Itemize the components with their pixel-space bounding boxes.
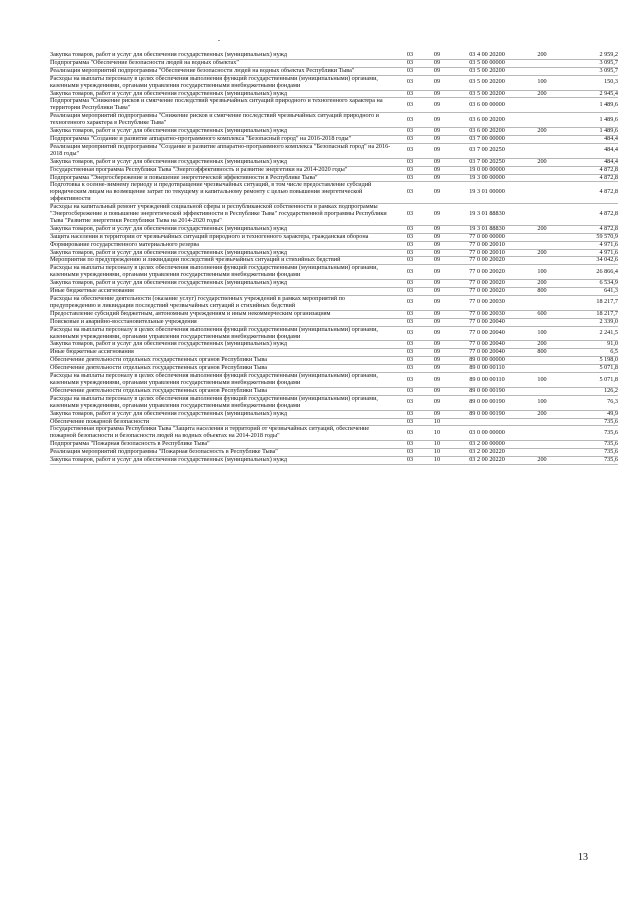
row-target-article-code: 77 0 00 20010 (450, 241, 524, 249)
table-row (50, 410, 618, 418)
scan-speck (218, 40, 220, 41)
row-name: Подпрограмма "Энергосбережение и повышение энергетической эффективности в Республике Тыва" (50, 174, 396, 182)
row-name: Закупка товаров, работ и услуг для обеспечения государственных (муниципальных) нужд (50, 280, 396, 288)
row-amount: 18 217,7 (560, 310, 618, 318)
row-amount: 3 095,7 (560, 59, 618, 67)
row-expense-type-code: 200 (524, 249, 560, 257)
table-row (50, 341, 618, 349)
row-section-code: 03 (396, 90, 424, 98)
row-amount: 735,6 (560, 449, 618, 457)
row-amount: 5 198,0 (560, 357, 618, 365)
row-name: Реализация мероприятий подпрограммы "Обеспечение безопасности людей на водных объектах Республики Тыва" (50, 67, 396, 75)
row-subsection-code: 09 (424, 158, 450, 166)
row-subsection-code: 09 (424, 249, 450, 257)
row-subsection-code: 09 (424, 135, 450, 143)
row-section-code: 03 (396, 158, 424, 166)
row-expense-type-code: 200 (524, 280, 560, 288)
row-section-code: 03 (396, 135, 424, 143)
row-section-code: 03 (396, 143, 424, 158)
row-amount: 735,6 (560, 457, 618, 465)
row-expense-type-code (524, 365, 560, 373)
table-row (50, 265, 618, 280)
row-section-code: 03 (396, 52, 424, 59)
row-expense-type-code: 100 (524, 326, 560, 341)
row-amount: 1 489,6 (560, 128, 618, 136)
table-row (50, 204, 618, 226)
row-expense-type-code (524, 441, 560, 449)
row-expense-type-code (524, 143, 560, 158)
row-name: Расходы на выплаты персоналу в целях обеспечения выполнения функций государственными (муниципальными) органами, казенными учреждениями, органами управления государственными внебюджетными фондами (50, 75, 396, 90)
table-row (50, 373, 618, 388)
row-section-code: 03 (396, 341, 424, 349)
row-amount: 735,6 (560, 426, 618, 441)
row-expense-type-code (524, 426, 560, 441)
row-name: Обеспечение деятельности отдельных государственных органов Республики Тыва (50, 387, 396, 395)
row-amount: 484,4 (560, 143, 618, 158)
row-name: Государственная программа Республики Тыва "Энергоэффективность и развитие энергетики на 2014-2020 годы" (50, 166, 396, 174)
row-section-code: 03 (396, 365, 424, 373)
row-target-article-code: 03 2 00 20220 (450, 457, 524, 465)
row-amount: 4 872,8 (560, 174, 618, 182)
row-target-article-code: 89 0 00 00190 (450, 387, 524, 395)
row-expense-type-code (524, 204, 560, 226)
row-target-article-code: 03 5 00 20200 (450, 75, 524, 90)
row-subsection-code: 09 (424, 225, 450, 233)
row-section-code: 03 (396, 373, 424, 388)
row-subsection-code: 09 (424, 166, 450, 174)
row-expense-type-code: 200 (524, 225, 560, 233)
row-expense-type-code: 200 (524, 341, 560, 349)
row-target-article-code: 19 3 01 88830 (450, 225, 524, 233)
row-expense-type-code (524, 166, 560, 174)
row-expense-type-code: 200 (524, 457, 560, 465)
row-name: Формирование государственного материального резерва (50, 241, 396, 249)
row-section-code: 03 (396, 182, 424, 204)
row-section-code: 03 (396, 98, 424, 113)
row-subsection-code: 09 (424, 357, 450, 365)
row-expense-type-code (524, 418, 560, 426)
row-name: Закупка товаров, работ и услуг для обеспечения государственных (муниципальных) нужд (50, 158, 396, 166)
table-row (50, 241, 618, 249)
row-subsection-code: 10 (424, 418, 450, 426)
row-subsection-code: 10 (424, 457, 450, 465)
row-section-code: 03 (396, 257, 424, 265)
row-name: Предоставление субсидий бюджетным, автономным учреждениям и иным некоммерческим организациям (50, 310, 396, 318)
row-amount: 484,4 (560, 158, 618, 166)
row-subsection-code: 10 (424, 441, 450, 449)
row-section-code: 03 (396, 326, 424, 341)
row-target-article-code (450, 418, 524, 426)
table-row (50, 318, 618, 326)
row-subsection-code: 09 (424, 52, 450, 59)
row-subsection-code: 09 (424, 265, 450, 280)
row-amount: 735,6 (560, 441, 618, 449)
row-subsection-code: 09 (424, 174, 450, 182)
row-target-article-code: 89 0 00 00110 (450, 365, 524, 373)
row-section-code: 03 (396, 174, 424, 182)
row-name: Расходы на обеспечение деятельности (оказание услуг) государственных учреждений в рамках мероприятий по предупреждению и ликвидации последствий чрезвычайных ситуаций и стихийных бедствий (50, 296, 396, 311)
row-name: Поисковые и аварийно-восстановительные учреждения (50, 318, 396, 326)
budget-table (50, 52, 618, 465)
row-target-article-code: 89 0 00 00110 (450, 373, 524, 388)
row-section-code: 03 (396, 67, 424, 75)
row-subsection-code: 09 (424, 395, 450, 410)
row-subsection-code: 10 (424, 426, 450, 441)
row-name: Государственная программа Республики Тыва "Защита населения и территорий от чрезвычайных ситуаций, обеспечение пожарной безопасности и безопасности людей на водных объектах на 2014-2018 годы" (50, 426, 396, 441)
row-section-code: 03 (396, 233, 424, 241)
row-subsection-code: 09 (424, 288, 450, 296)
row-target-article-code: 03 0 00 00000 (450, 426, 524, 441)
row-subsection-code: 09 (424, 182, 450, 204)
row-amount: 4 872,8 (560, 204, 618, 226)
table-row (50, 182, 618, 204)
row-section-code: 03 (396, 113, 424, 128)
row-amount: 641,3 (560, 288, 618, 296)
row-amount: 18 217,7 (560, 296, 618, 311)
row-target-article-code: 19 3 01 88830 (450, 204, 524, 226)
row-amount: 2 945,4 (560, 90, 618, 98)
row-expense-type-code (524, 182, 560, 204)
row-expense-type-code (524, 357, 560, 365)
row-expense-type-code: 200 (524, 52, 560, 59)
row-target-article-code: 03 7 00 00000 (450, 135, 524, 143)
row-expense-type-code: 800 (524, 288, 560, 296)
row-expense-type-code: 200 (524, 158, 560, 166)
row-amount: 4 971,6 (560, 249, 618, 257)
table-row (50, 75, 618, 90)
row-name: Закупка товаров, работ и услуг для обеспечения государственных (муниципальных) нужд (50, 52, 396, 59)
row-section-code: 03 (396, 288, 424, 296)
row-subsection-code: 09 (424, 349, 450, 357)
row-subsection-code: 09 (424, 90, 450, 98)
row-amount: 2 241,5 (560, 326, 618, 341)
row-target-article-code: 03 5 00 00000 (450, 59, 524, 67)
row-amount: 59 570,9 (560, 233, 618, 241)
row-expense-type-code (524, 98, 560, 113)
row-target-article-code: 77 0 00 20040 (450, 341, 524, 349)
row-name: Подпрограмма "Обеспечение безопасности людей на водных объектах" (50, 59, 396, 67)
row-target-article-code: 77 0 00 20020 (450, 257, 524, 265)
row-target-article-code: 89 0 00 00000 (450, 357, 524, 365)
row-expense-type-code: 100 (524, 395, 560, 410)
row-subsection-code: 09 (424, 113, 450, 128)
row-section-code: 03 (396, 59, 424, 67)
row-target-article-code: 19 0 00 00000 (450, 166, 524, 174)
row-expense-type-code (524, 67, 560, 75)
row-section-code: 03 (396, 418, 424, 426)
table-row (50, 113, 618, 128)
row-section-code: 03 (396, 441, 424, 449)
row-name: Подпрограмма "Создание и развитие аппаратно-программного комплекса "Безопасный город" на 2016-2018 годы" (50, 135, 396, 143)
row-amount: 150,3 (560, 75, 618, 90)
row-name: Закупка товаров, работ и услуг для обеспечения государственных (муниципальных) нужд (50, 457, 396, 465)
row-section-code: 03 (396, 310, 424, 318)
row-expense-type-code (524, 257, 560, 265)
row-amount: 76,3 (560, 395, 618, 410)
row-target-article-code: 03 2 00 20220 (450, 449, 524, 457)
row-target-article-code: 03 5 00 20200 (450, 90, 524, 98)
row-target-article-code: 77 0 00 20030 (450, 310, 524, 318)
row-target-article-code: 19 3 00 00000 (450, 174, 524, 182)
row-amount: 3 095,7 (560, 67, 618, 75)
row-name: Реализация мероприятий подпрограммы "Снижение рисков и смягчение последствий чрезвычайных ситуаций природного и техногенного характера в Республике Тыва" (50, 113, 396, 128)
row-expense-type-code (524, 387, 560, 395)
table-row (50, 296, 618, 311)
row-target-article-code: 03 7 00 20250 (450, 158, 524, 166)
budget-table-body (50, 52, 618, 464)
row-name: Закупка товаров, работ и услуг для обеспечения государственных (муниципальных) нужд (50, 341, 396, 349)
row-target-article-code: 03 6 00 20200 (450, 128, 524, 136)
row-section-code: 03 (396, 166, 424, 174)
row-target-article-code: 77 0 00 20040 (450, 349, 524, 357)
row-name: Иные бюджетные ассигнования (50, 288, 396, 296)
row-amount: 91,0 (560, 341, 618, 349)
row-section-code: 03 (396, 241, 424, 249)
row-expense-type-code: 100 (524, 265, 560, 280)
row-target-article-code: 77 0 00 20020 (450, 280, 524, 288)
row-amount: 1 489,6 (560, 113, 618, 128)
row-section-code: 03 (396, 225, 424, 233)
budget-table-page (50, 52, 618, 465)
row-target-article-code: 89 0 00 00190 (450, 410, 524, 418)
row-subsection-code: 09 (424, 128, 450, 136)
table-row (50, 98, 618, 113)
row-amount: 2 959,2 (560, 52, 618, 59)
row-target-article-code: 77 0 00 20040 (450, 326, 524, 341)
row-section-code: 03 (396, 349, 424, 357)
row-name: Подготовка к осенне-зимнему периоду и предотвращение чрезвычайных ситуаций, в том числе предоставление субсидий юридическим лицам на возмещение затрат по текущему и капитальному ремонту с целью повышения энергетической эффективности (50, 182, 396, 204)
row-expense-type-code (524, 318, 560, 326)
row-name: Подпрограмма "Снижение рисков и смягчение последствий чрезвычайных ситуаций природного и техногенного характера на территории Республики Тыва" (50, 98, 396, 113)
row-name: Расходы на выплаты персоналу в целях обеспечения выполнения функций государственными (муниципальными) органами, казенными учреждениями, органами управления государственными внебюджетными фондами (50, 265, 396, 280)
row-subsection-code: 10 (424, 449, 450, 457)
row-subsection-code: 09 (424, 98, 450, 113)
row-section-code: 03 (396, 204, 424, 226)
row-target-article-code: 77 0 00 20010 (450, 249, 524, 257)
row-section-code: 03 (396, 395, 424, 410)
row-section-code: 03 (396, 387, 424, 395)
row-expense-type-code: 200 (524, 90, 560, 98)
row-amount: 4 872,8 (560, 225, 618, 233)
row-section-code: 03 (396, 265, 424, 280)
row-name: Расходы на выплаты персоналу в целях обеспечения выполнения функций государственными (муниципальными) органами, казенными учреждениями, органами управления государственными внебюджетными фондами (50, 395, 396, 410)
row-amount: 2 339,0 (560, 318, 618, 326)
row-subsection-code: 09 (424, 257, 450, 265)
row-target-article-code: 03 6 00 20200 (450, 113, 524, 128)
table-row (50, 326, 618, 341)
row-expense-type-code: 100 (524, 75, 560, 90)
row-section-code: 03 (396, 357, 424, 365)
row-amount: 6 534,9 (560, 280, 618, 288)
table-row (50, 158, 618, 166)
row-amount: 1 489,6 (560, 98, 618, 113)
row-target-article-code: 03 7 00 20250 (450, 143, 524, 158)
row-section-code: 03 (396, 410, 424, 418)
row-amount: 4 872,8 (560, 166, 618, 174)
row-target-article-code: 77 0 00 20030 (450, 296, 524, 311)
row-name: Закупка товаров, работ и услуг для обеспечения государственных (муниципальных) нужд (50, 128, 396, 136)
row-name: Обеспечение деятельности отдельных государственных органов Республики Тыва (50, 365, 396, 373)
row-subsection-code: 09 (424, 410, 450, 418)
row-target-article-code: 77 0 00 00000 (450, 233, 524, 241)
row-name: Расходы на выплаты персоналу в целях обеспечения выполнения функций государственными (муниципальными) органами, казенными учреждениями, органами управления государственными внебюджетными фондами (50, 373, 396, 388)
row-expense-type-code: 100 (524, 373, 560, 388)
row-section-code: 03 (396, 249, 424, 257)
row-subsection-code: 09 (424, 75, 450, 90)
row-target-article-code: 03 4 00 20200 (450, 52, 524, 59)
row-name: Закупка товаров, работ и услуг для обеспечения государственных (муниципальных) нужд (50, 225, 396, 233)
row-expense-type-code (524, 233, 560, 241)
row-name: Подпрограмма "Пожарная безопасность в Республике Тыва" (50, 441, 396, 449)
table-row (50, 143, 618, 158)
row-name: Защита населения и территории от чрезвычайных ситуаций природного и техногенного характера, гражданская оборона (50, 233, 396, 241)
row-subsection-code: 09 (424, 373, 450, 388)
row-expense-type-code: 200 (524, 128, 560, 136)
row-target-article-code: 19 3 01 00000 (450, 182, 524, 204)
row-target-article-code: 77 0 00 20040 (450, 318, 524, 326)
row-subsection-code: 09 (424, 326, 450, 341)
row-expense-type-code: 600 (524, 310, 560, 318)
row-amount: 5 071,8 (560, 373, 618, 388)
row-section-code: 03 (396, 280, 424, 288)
row-subsection-code: 09 (424, 204, 450, 226)
row-section-code: 03 (396, 75, 424, 90)
row-name: Расходы на выплаты персоналу в целях обеспечения выполнения функций государственными (муниципальными) органами, казенными учреждениями, органами управления государственными внебюджетными фондами (50, 326, 396, 341)
row-expense-type-code (524, 135, 560, 143)
row-subsection-code: 09 (424, 341, 450, 349)
row-amount: 4 872,8 (560, 182, 618, 204)
row-amount: 126,2 (560, 387, 618, 395)
row-amount: 4 971,6 (560, 241, 618, 249)
row-name: Расходы на капитальный ремонт учреждений социальной сферы и республиканской собственности в рамках подпрограммы "Энергосбережение и повышение энергетической эффективности в Республике Тыва" государственной программы Республики Тыва "Развитие энергетики Республики Тыва на 2014-2020 годы" (50, 204, 396, 226)
row-expense-type-code (524, 113, 560, 128)
row-expense-type-code (524, 241, 560, 249)
page-number: 13 (578, 852, 588, 863)
row-target-article-code: 77 0 00 20020 (450, 288, 524, 296)
row-expense-type-code (524, 174, 560, 182)
row-subsection-code: 09 (424, 67, 450, 75)
row-target-article-code: 89 0 00 00190 (450, 395, 524, 410)
row-name: Мероприятия по предупреждению и ликвидации последствий чрезвычайных ситуаций и стихийных бедствий (50, 257, 396, 265)
row-target-article-code: 77 0 00 20020 (450, 265, 524, 280)
row-name: Обеспечение пожарной безопасности (50, 418, 396, 426)
row-name: Обеспечение деятельности отдельных государственных органов Республики Тыва (50, 357, 396, 365)
row-target-article-code: 03 6 00 00000 (450, 98, 524, 113)
row-subsection-code: 09 (424, 59, 450, 67)
row-name: Иные бюджетные ассигнования (50, 349, 396, 357)
row-expense-type-code: 800 (524, 349, 560, 357)
row-target-article-code: 03 2 00 00000 (450, 441, 524, 449)
row-expense-type-code (524, 59, 560, 67)
table-row (50, 280, 618, 288)
row-amount: 34 042,6 (560, 257, 618, 265)
row-amount: 484,4 (560, 135, 618, 143)
row-amount: 5 071,8 (560, 365, 618, 373)
row-subsection-code: 09 (424, 365, 450, 373)
row-subsection-code: 09 (424, 318, 450, 326)
row-amount: 6,5 (560, 349, 618, 357)
row-name: Закупка товаров, работ и услуг для обеспечения государственных (муниципальных) нужд (50, 249, 396, 257)
row-section-code: 03 (396, 457, 424, 465)
row-section-code: 03 (396, 296, 424, 311)
row-amount: 26 866,4 (560, 265, 618, 280)
row-subsection-code: 09 (424, 233, 450, 241)
row-name: Закупка товаров, работ и услуг для обеспечения государственных (муниципальных) нужд (50, 410, 396, 418)
row-subsection-code: 09 (424, 241, 450, 249)
row-expense-type-code: 200 (524, 410, 560, 418)
row-section-code: 03 (396, 426, 424, 441)
row-subsection-code: 09 (424, 280, 450, 288)
row-subsection-code: 09 (424, 387, 450, 395)
row-target-article-code: 03 5 00 20200 (450, 67, 524, 75)
row-section-code: 03 (396, 449, 424, 457)
row-subsection-code: 09 (424, 296, 450, 311)
row-name: Реализация мероприятий подпрограммы "Пожарная безопасность в Республике Тыва" (50, 449, 396, 457)
table-row (50, 233, 618, 241)
table-row (50, 457, 618, 465)
table-row (50, 166, 618, 174)
row-amount: 49,9 (560, 410, 618, 418)
row-section-code: 03 (396, 318, 424, 326)
table-row (50, 395, 618, 410)
table-row (50, 426, 618, 441)
row-subsection-code: 09 (424, 310, 450, 318)
row-name: Закупка товаров, работ и услуг для обеспечения государственных (муниципальных) нужд (50, 90, 396, 98)
row-section-code: 03 (396, 128, 424, 136)
row-amount: 735,6 (560, 418, 618, 426)
row-expense-type-code (524, 296, 560, 311)
row-name: Реализация мероприятий подпрограммы "Создание и развитие аппаратно-программного комплекса "Безопасный город" на 2016-2018 годы" (50, 143, 396, 158)
row-subsection-code: 09 (424, 143, 450, 158)
